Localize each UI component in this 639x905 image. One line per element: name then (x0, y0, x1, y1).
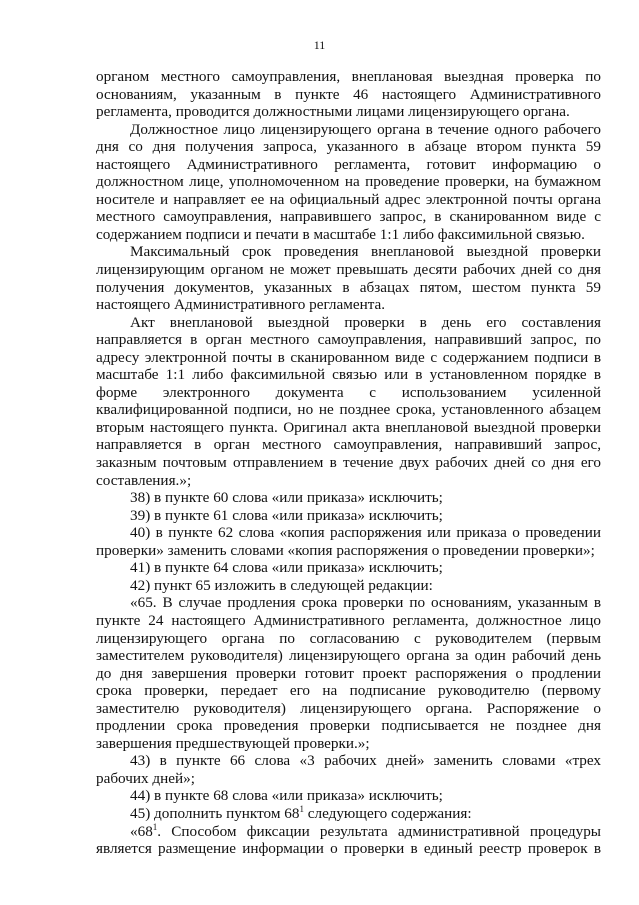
line-text: 39) в пункте 61 слова «или приказа» исключить; (130, 506, 443, 524)
line-text: составления.»; (96, 471, 192, 489)
text-line (96, 630, 601, 648)
text-line (96, 436, 601, 454)
text-line (96, 261, 601, 279)
text-line (96, 752, 601, 770)
line-text: масштабе 1:1 либо факсимильной связью или в установленном порядке в (96, 366, 601, 384)
text-line (96, 647, 601, 665)
line-text: 44) в пункте 68 слова «или приказа» исключить; (130, 787, 443, 805)
line-text: 42) пункт 65 изложить в следующей редакции: (130, 576, 433, 594)
line-text-continued: следующего содержания: (303, 804, 472, 822)
line-text: местного самоуправления, направившего запрос, в сканированном виде с (96, 208, 601, 226)
line-text: является размещение информации о проверки в единый реестр проверок в (96, 840, 601, 858)
text-line (96, 296, 601, 314)
line-text: форме электронного документа с использованием усиленной (96, 383, 601, 401)
line-text: завершения предшествующей проверки.»; (96, 734, 370, 752)
line-text: 40) в пункте 62 слова «копия распоряжения или приказа о проведении (130, 524, 601, 542)
text-line (96, 366, 601, 384)
line-text: срока проверки, передает его на подписание руководителю (первому (96, 682, 601, 700)
line-text: Максимальный срок проведения внеплановой выездной проверки (130, 243, 601, 261)
line-text: дня со дня получения запроса, указанного в абзаце втором пункта 59 (96, 138, 601, 156)
superscript: 1 (152, 821, 158, 832)
text-line (96, 594, 601, 612)
text-line (96, 577, 601, 595)
line-text: 43) в пункте 66 слова «3 рабочих дней» заменить словами «трех (130, 752, 601, 770)
text-line (96, 472, 601, 490)
line-text: лицензирующего органа по согласованию с руководителем (первым (96, 629, 601, 647)
line-text: продлении срока проведения проверки подписывается не позднее дня (96, 717, 601, 735)
text-line (96, 840, 601, 858)
text-line (96, 805, 601, 823)
document-body (96, 68, 601, 858)
text-line (96, 770, 601, 788)
line-text: Акт внеплановой выездной проверки в день его составления (130, 313, 601, 331)
text-line (96, 401, 601, 419)
text-line (96, 682, 601, 700)
text-line (96, 208, 601, 226)
text-line (96, 542, 601, 560)
line-text: 38) в пункте 60 слова «или приказа» исключить; (130, 489, 443, 507)
line-text: адресу электронной почты в сканированном виде с содержанием подписи в (96, 348, 601, 366)
line-text: основаниям, указанным в пункте 46 настоящего Административного (96, 85, 601, 103)
text-line (96, 86, 601, 104)
text-line (96, 331, 601, 349)
text-line (96, 454, 601, 472)
line-text: содержанием подписи и печати в масштабе 1:1 либо факсимильной связью. (96, 225, 585, 243)
text-line (96, 559, 601, 577)
line-text: проверки» заменить словами «копия распоряжения о проведении проверки»; (96, 541, 595, 559)
text-line (96, 787, 601, 805)
text-line (96, 612, 601, 630)
line-text: пункте 24 настоящего Административного регламента, должностное лицо (96, 611, 601, 629)
text-line (96, 489, 601, 507)
line-text: заместителю руководителя) лицензирующего органа. Распоряжение о (96, 699, 601, 717)
line-text: направляется в орган местного самоуправления, направивший запрос, по (96, 331, 601, 349)
line-text: квалифицированной подписи, но не позднее срока, установленного абзацем (96, 401, 601, 419)
line-text: рабочих дней»; (96, 769, 195, 787)
line-text: должностном лице, уполномоченном на проведение проверки, на бумажном (96, 173, 601, 191)
text-line (96, 735, 601, 753)
text-line (96, 68, 601, 86)
text-line (96, 349, 601, 367)
text-line (96, 717, 601, 735)
text-line (96, 507, 601, 525)
line-text: направляется в орган местного самоуправления, направивший запрос, (96, 436, 601, 454)
line-text: заместителем руководителя) лицензирующего органа за один рабочий день (96, 647, 601, 665)
superscript: 1 (299, 803, 304, 814)
page-number: 11 (313, 38, 326, 52)
text-line (96, 156, 601, 174)
text-line (96, 524, 601, 542)
text-line (96, 243, 601, 261)
line-text: вторым настоящего пункта. Оригинал акта внеплановой выездной проверки (96, 418, 601, 436)
line-text: 45) дополнить пунктом 68 (130, 804, 300, 822)
text-line (96, 384, 601, 402)
line-text: Должностное лицо лицензирующего органа в течение одного рабочего (130, 120, 601, 138)
line-text: настоящего Административного регламента. (96, 296, 386, 314)
line-text: регламента, проводится должностными лицами лицензирующего органа. (96, 103, 570, 121)
line-text: получения документов, указанных в абзацах пятом, шестом пункта 59 (96, 278, 601, 296)
text-line (96, 138, 601, 156)
line-text: заказным почтовым отправлением в течение двух рабочих дней со дня его (96, 454, 601, 472)
line-text: органом местного самоуправления, внеплановая выездная проверка по (96, 68, 601, 85)
line-text: 41) в пункте 64 слова «или приказа» исключить; (130, 559, 443, 577)
text-line (96, 226, 601, 244)
line-text: носителе и направляет ее на официальный адрес электронной почты органа (96, 190, 601, 208)
text-line (96, 665, 601, 683)
text-line (96, 121, 601, 139)
text-line (96, 279, 601, 297)
text-line (96, 823, 601, 841)
text-line (96, 419, 601, 437)
text-line (96, 173, 601, 191)
line-text: настоящего Административного регламента, готовит информацию о (96, 155, 601, 173)
text-line (96, 700, 601, 718)
text-line (96, 314, 601, 332)
text-line (96, 191, 601, 209)
line-text-continued: . Способом фиксации результата административной процедуры (157, 822, 601, 840)
line-text: лицензирующим органом не может превышать десяти рабочих дней со дня (96, 261, 601, 279)
line-text: «65. В случае продления срока проверки по основаниям, указанным в (130, 594, 601, 612)
line-text: до дня завершения проверки готовит проект распоряжения о продлении (96, 664, 601, 682)
line-text: «68 (130, 822, 153, 840)
text-line (96, 103, 601, 121)
